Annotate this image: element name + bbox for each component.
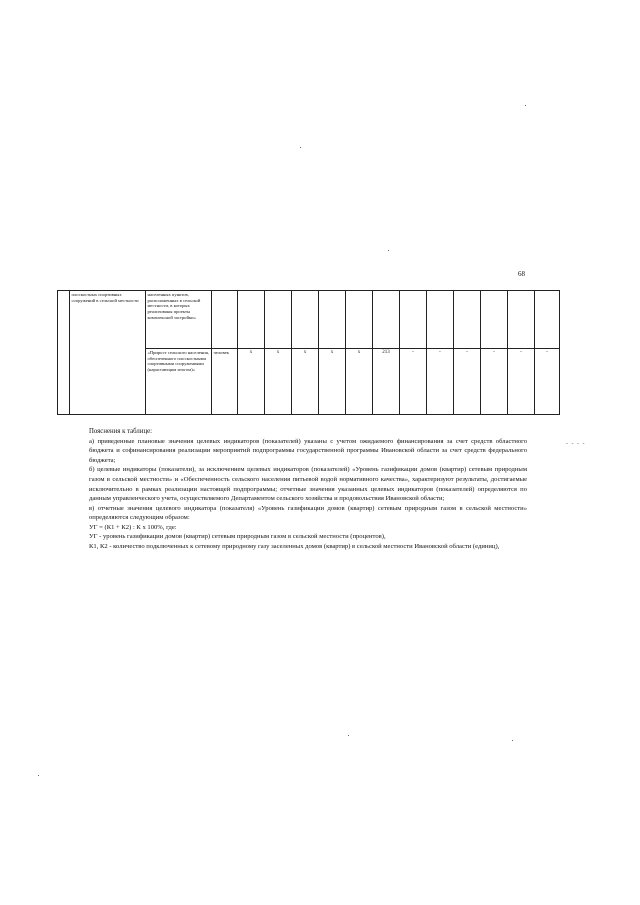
value-cell [508,291,535,349]
definition-k1k2: К1, К2 - количество подключенных к сетевому природному газу заселенных домов (квартир) в сельской местности Ивановской области (единиц), [89,542,500,550]
value-cell: - [454,349,481,415]
value-cell [400,291,427,349]
scan-speck [300,147,301,148]
formula: УГ = (К1 + К2) : К х 100%, где: [89,523,177,531]
value-cell: - [427,349,454,415]
value-cell: - [508,349,535,415]
row-number-cell [58,291,70,415]
value-cell [346,291,373,349]
value-cell: x [265,349,292,415]
unit-cell: человек [212,349,238,415]
value-cell [535,291,560,349]
scan-speck [348,735,349,736]
value-cell [427,291,454,349]
note-v: в) отчетные значения целевого индикатора (показателя) «Уровень газификации домов (квартир) сетевым природным газом в сельской местности» определяются следующим образом: [89,504,527,522]
value-cell: x [346,349,373,415]
value-cell: - [535,349,560,415]
value-cell [373,291,400,349]
margin-marks: - - - - [566,441,586,447]
indicator-name-cell: «Прирост сельского населения, обеспеченного плоскостными спортивными сооружениями (нарастающим итогом)» [146,349,212,415]
scan-speck [512,740,513,741]
value-cell [481,291,508,349]
value-cell: x [238,349,265,415]
definition-ug: УГ - уровень газификации домов (квартир) сетевым природным газом в сельской местности (процентов), [89,533,386,541]
unit-cell [212,291,238,349]
indicator-name-cell: населенных пунктов, расположенных в сельской местности, в которых реализованы проекты комплексной застройки» [146,291,212,349]
value-cell: - [481,349,508,415]
scan-speck [388,250,389,251]
page-number: 68 [518,270,525,278]
table-row [58,291,560,349]
notes-heading: Пояснения к таблице: [89,428,153,435]
value-cell: 213 [373,349,400,415]
value-cell: x [292,349,319,415]
indicator-table [57,290,560,415]
scan-speck [525,105,526,106]
note-a: а) приведенные плановые значения целевых индикаторов (показателей) указаны с учетом ожидаемого финансирования за счет средств областного бюджета и софинансирования реализации мероприятий подпрограммы государственной программы Ивановской области за счет средств федерального бюджета; [89,437,527,464]
value-cell [454,291,481,349]
value-cell [265,291,292,349]
program-name-cell: плоскостных спортивных сооружений в сельской местности [70,291,146,415]
value-cell [292,291,319,349]
value-cell: x [319,349,346,415]
note-b: б) целевые индикаторы (показатели), за исключением целевых индикаторов (показателей) «Уровень газификации домов (квартир) сетевым природным газом в сельской местности» и «Обеспеченность сельского населения питьевой водой нормативного качества», характеризуют результаты, достигаемые исключительно в рамках реализации настоящей подпрограммы; отчетные значения указанных целевых индикаторов (показателей) определяются по данным управленческого учета, осуществляемого Департаментом сельского хозяйства и продовольствия Ивановской области; [89,466,527,503]
scan-speck [38,775,39,776]
value-cell [319,291,346,349]
table-notes [89,427,527,551]
value-cell [238,291,265,349]
value-cell: - [400,349,427,415]
